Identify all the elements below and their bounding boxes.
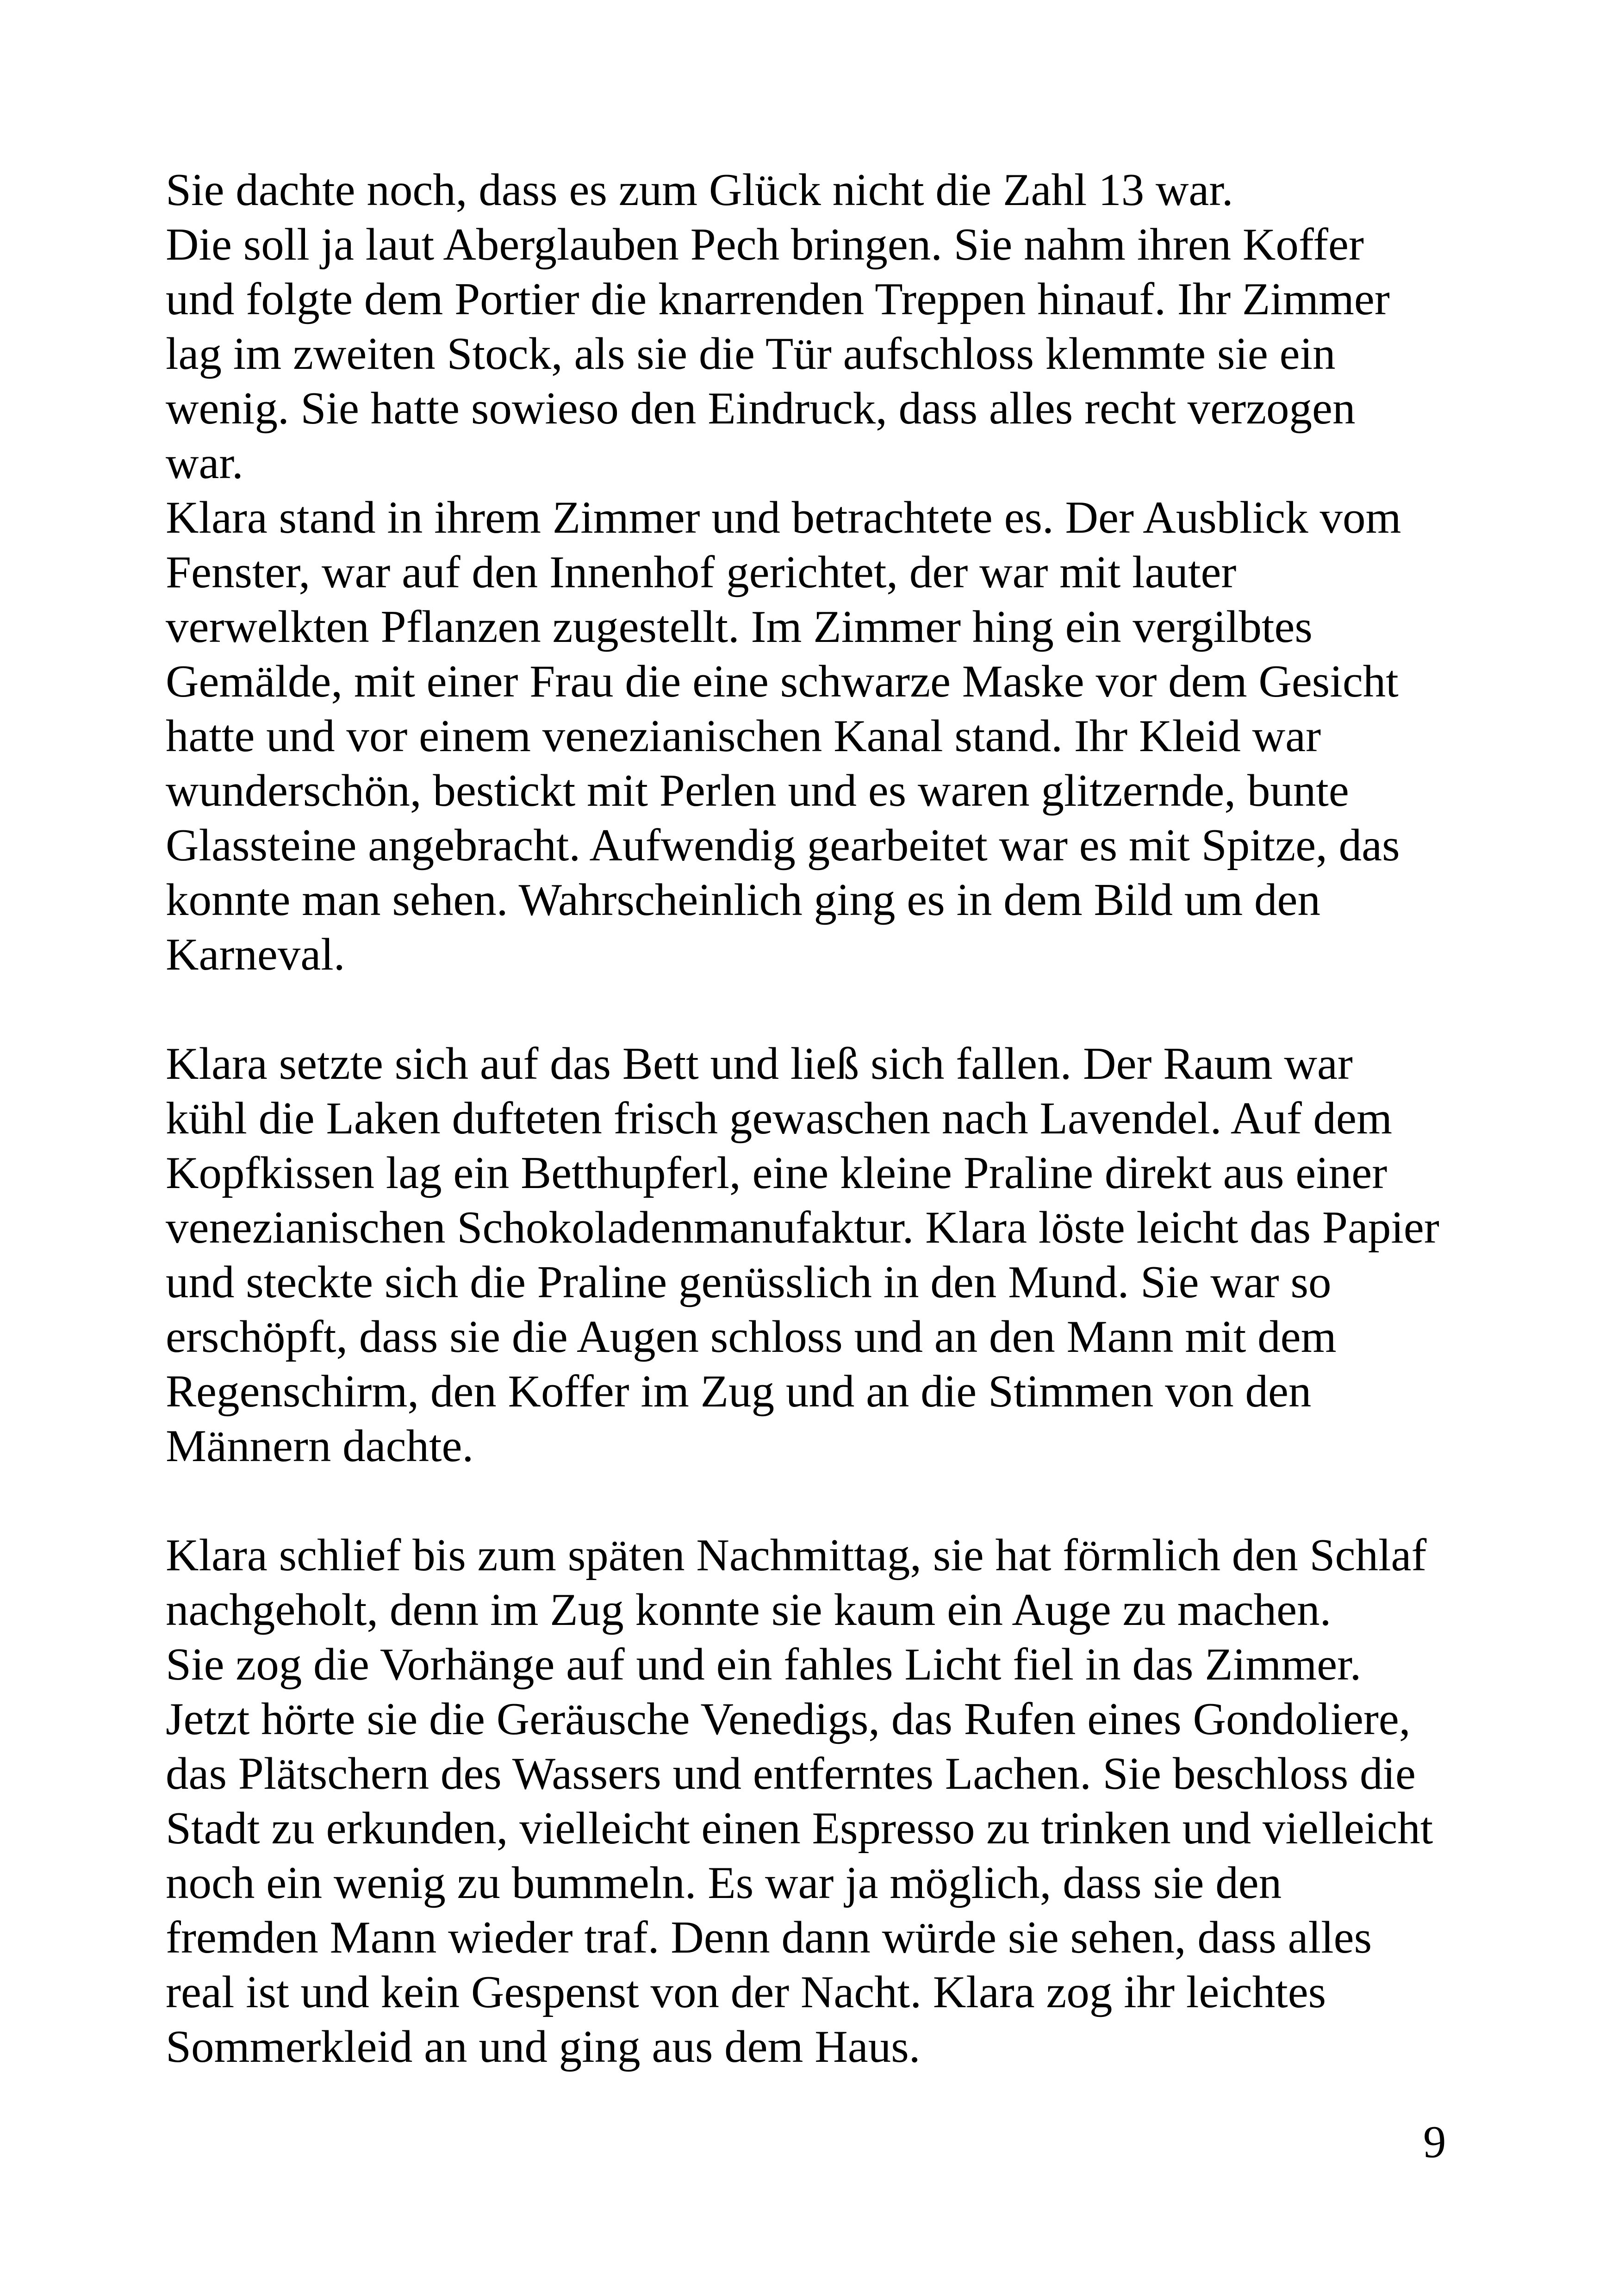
text-line: Sie dachte noch, dass es zum Glück nicht die Zahl 13 war. xyxy=(166,165,1233,215)
text-line: Klara schlief bis zum späten Nachmittag, sie hat förmlich den Schlaf xyxy=(166,1530,1427,1580)
paragraph-3 xyxy=(166,1528,1508,2074)
text-line: Männern dachte. xyxy=(166,1421,474,1471)
text-line: Jetzt hörte sie die Geräusche Venedigs, das Rufen eines Gondoliere, xyxy=(166,1694,1411,1744)
text-line: erschöpft, dass sie die Augen schloss und an den Mann mit dem xyxy=(166,1312,1337,1362)
text-line: und steckte sich die Praline genüsslich in den Mund. Sie war so xyxy=(166,1257,1332,1307)
paragraph-1 xyxy=(166,163,1508,982)
text-line: Karneval. xyxy=(166,929,345,980)
text-line: Sie zog die Vorhänge auf und ein fahles Licht fiel in das Zimmer. xyxy=(166,1639,1362,1690)
text-line: Regenschirm, den Koffer im Zug und an die Stimmen von den xyxy=(166,1366,1312,1417)
text-line: und folgte dem Portier die knarrenden Treppen hinauf. Ihr Zimmer xyxy=(166,274,1390,324)
text-line: Glassteine angebracht. Aufwendig gearbeitet war es mit Spitze, das xyxy=(166,820,1400,871)
text-line: lag im zweiten Stock, als sie die Tür aufschloss klemmte sie ein xyxy=(166,329,1336,379)
text-line: fremden Mann wieder traf. Denn dann würde sie sehen, dass alles xyxy=(166,1912,1372,1963)
text-line: verwelkten Pflanzen zugestellt. Im Zimmer hing ein vergilbtes xyxy=(166,602,1313,652)
text-line: Klara stand in ihrem Zimmer und betrachtete es. Der Ausblick vom xyxy=(166,492,1401,543)
text-line: wunderschön, bestickt mit Perlen und es waren glitzernde, bunte xyxy=(166,765,1349,816)
text-line: Klara setzte sich auf das Bett und ließ sich fallen. Der Raum war xyxy=(166,1039,1353,1089)
text-line: noch ein wenig zu bummeln. Es war ja möglich, dass sie den xyxy=(166,1858,1282,1908)
paragraph-spacer xyxy=(166,1474,1508,1528)
text-line: konnte man sehen. Wahrscheinlich ging es in dem Bild um den xyxy=(166,875,1320,925)
text-line: Gemälde, mit einer Frau die eine schwarze Maske vor dem Gesicht xyxy=(166,656,1399,707)
text-line: Kopfkissen lag ein Betthupferl, eine kleine Praline direkt aus einer xyxy=(166,1148,1388,1198)
text-line: nachgeholt, denn im Zug konnte sie kaum ein Auge zu machen. xyxy=(166,1585,1332,1635)
text-line: Stadt zu erkunden, vielleicht einen Espresso zu trinken und vielleicht xyxy=(166,1803,1433,1854)
text-line: kühl die Laken dufteten frisch gewaschen nach Lavendel. Auf dem xyxy=(166,1093,1392,1144)
text-line: Fenster, war auf den Innenhof gerichtet, der war mit lauter xyxy=(166,547,1237,597)
text-line: hatte und vor einem venezianischen Kanal stand. Ihr Kleid war xyxy=(166,711,1321,761)
text-line: wenig. Sie hatte sowieso den Eindruck, dass alles recht verzogen xyxy=(166,383,1356,434)
text-line: war. xyxy=(166,438,243,488)
text-line: venezianischen Schokoladenmanufaktur. Klara löste leicht das Papier xyxy=(166,1202,1439,1253)
paragraph-spacer xyxy=(166,982,1508,1037)
text-line: das Plätschern des Wassers und entferntes Lachen. Sie beschloss die xyxy=(166,1748,1416,1799)
text-line: real ist und kein Gespenst von der Nacht. Klara zog ihr leichtes xyxy=(166,1967,1326,2017)
text-line: Sommerkleid an und ging aus dem Haus. xyxy=(166,2022,921,2072)
paragraph-2 xyxy=(166,1037,1508,1474)
text-line: Die soll ja laut Aberglauben Pech bringen. Sie nahm ihren Koffer xyxy=(166,219,1364,270)
page-number: 9 xyxy=(1423,2117,1446,2167)
body-text xyxy=(166,163,1508,2074)
